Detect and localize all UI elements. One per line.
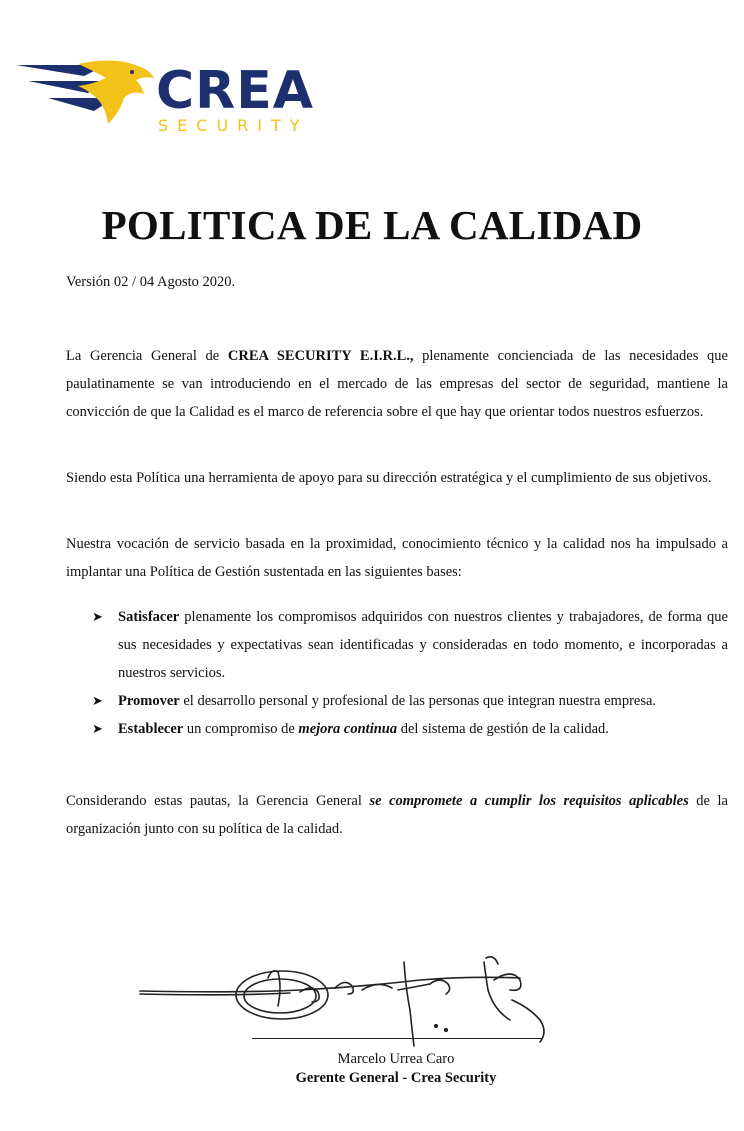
bullet-keyword: Satisfacer [118, 609, 180, 625]
strategy-paragraph: Siendo esta Política una herramienta de apoyo para su dirección estratégica y el cumplimiento de sus objetivos. [66, 470, 712, 486]
policy-bullet-list [66, 603, 728, 743]
intro-paragraph [66, 342, 728, 426]
commitment-pre: Considerando estas pautas, la Gerencia General [66, 793, 370, 809]
bullet-keyword: Establecer [118, 721, 184, 737]
commitment-post: de la organización junto con su política de la calidad. [66, 793, 728, 837]
bullet-tail: del sistema de gestión de la calidad. [397, 721, 609, 737]
logo-tagline-text: SECURITY [158, 116, 309, 135]
signatory-role: Gerente General - Crea Security [295, 1070, 497, 1086]
bullet-emphasis: mejora continua [298, 721, 398, 737]
commitment-emphasis: se compromete a cumplir los requisitos aplicables [369, 793, 689, 809]
crea-security-logo [14, 56, 336, 136]
bullet-keyword: Promover [118, 693, 180, 709]
eagle-wing-icon [14, 56, 336, 136]
bullet-text: un compromiso de [183, 721, 299, 737]
arrow-bullet-icon: ➤ [92, 693, 103, 708]
arrow-bullet-icon: ➤ [92, 721, 103, 736]
company-name: CREA SECURITY E.I.R.L., [227, 348, 414, 364]
list-item [66, 687, 728, 715]
vocation-paragraph: Nuestra vocación de servicio basada en la proximidad, conocimiento técnico y la calidad nos ha impulsado a implantar una Política de Gestión sustentada en las siguientes bases: [66, 536, 728, 580]
handwritten-signature [0, 950, 744, 1060]
intro-pre: La Gerencia General de [66, 348, 228, 364]
arrow-bullet-icon: ➤ [92, 609, 103, 624]
bullet-text: plenamente los compromisos adquiridos con nuestros clientes y trabajadores, de forma que sus necesidades y expectativas sean identificadas y consideradas en todo momento, e incorporadas a nuestros servicios. [118, 609, 728, 681]
bullet-text: el desarrollo personal y profesional de las personas que integran nuestra empresa. [179, 693, 657, 709]
list-item [66, 603, 728, 687]
list-item [66, 715, 728, 743]
signatory-name: Marcelo Urrea Caro [337, 1051, 455, 1067]
page-title: POLITICA DE LA CALIDAD [101, 202, 643, 248]
version-line: Versión 02 / 04 Agosto 2020. [66, 274, 236, 290]
intro-post: plenamente concienciada de las necesidades que paulatinamente se van introduciendo en el mercado de las empresas del sector de seguridad, mantiene la convicción de que la Calidad es el marco de referencia sobre el que hay que orientar todos nuestros esfuerzos. [66, 348, 728, 420]
logo-brand-text: CREA [156, 61, 314, 121]
commitment-paragraph [66, 787, 728, 843]
signature-line [252, 1038, 542, 1039]
